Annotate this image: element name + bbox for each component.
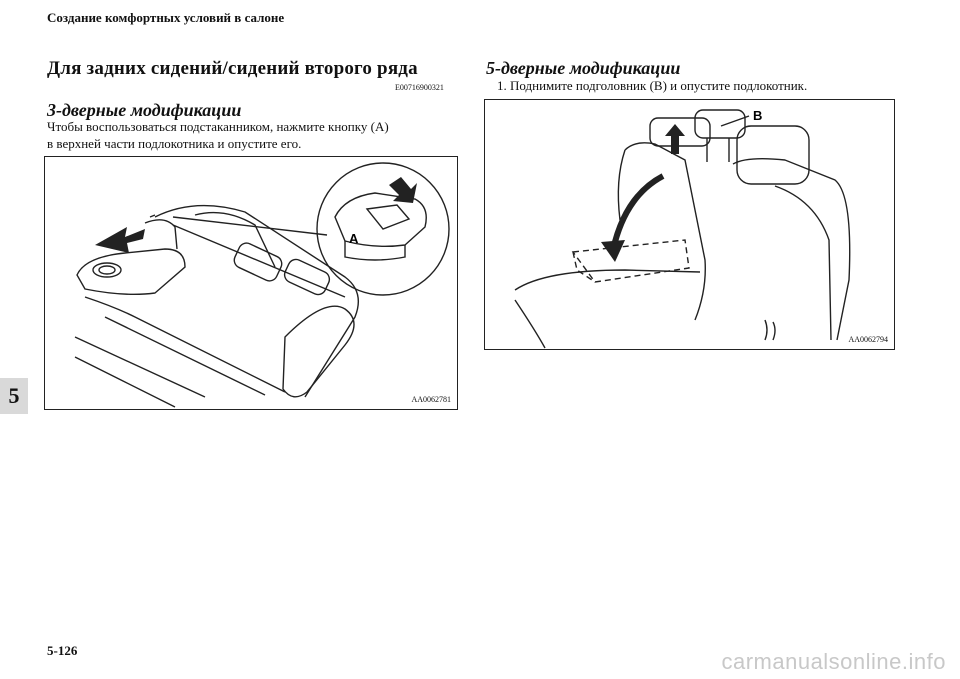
subtitle-5-door: 5-дверные модификации	[486, 58, 681, 78]
figure-code: AA0062794	[848, 335, 888, 344]
figure-code: AA0062781	[411, 395, 451, 404]
instruction-line: Чтобы воспользоваться подстаканником, нажмите кнопку (A)	[47, 119, 389, 134]
page-number: 5-126	[47, 643, 78, 658]
headrest-illustration	[485, 100, 894, 349]
callout-label-a: A	[349, 231, 359, 246]
figure-headrest-5-door	[484, 99, 895, 350]
section-title: Для задних сидений/сидений второго ряда	[47, 58, 418, 79]
watermark: carmanualsonline.info	[721, 649, 946, 674]
running-header: Создание комфортных условий в салоне	[47, 10, 285, 25]
instruction-text-3-door	[47, 118, 457, 152]
step-1-text: 1. Поднимите подголовник (B) и опустите подлокотник.	[497, 78, 808, 93]
subtitle-3-door: 3-дверные модификации	[47, 100, 242, 120]
chapter-tab: 5	[0, 378, 28, 414]
callout-label-b: B	[753, 108, 763, 123]
figure-armrest-3-door	[44, 156, 458, 410]
instruction-line: в верхней части подлокотника и опустите его.	[47, 136, 302, 151]
section-code: E00716900321	[395, 83, 444, 92]
armrest-illustration	[45, 157, 457, 409]
